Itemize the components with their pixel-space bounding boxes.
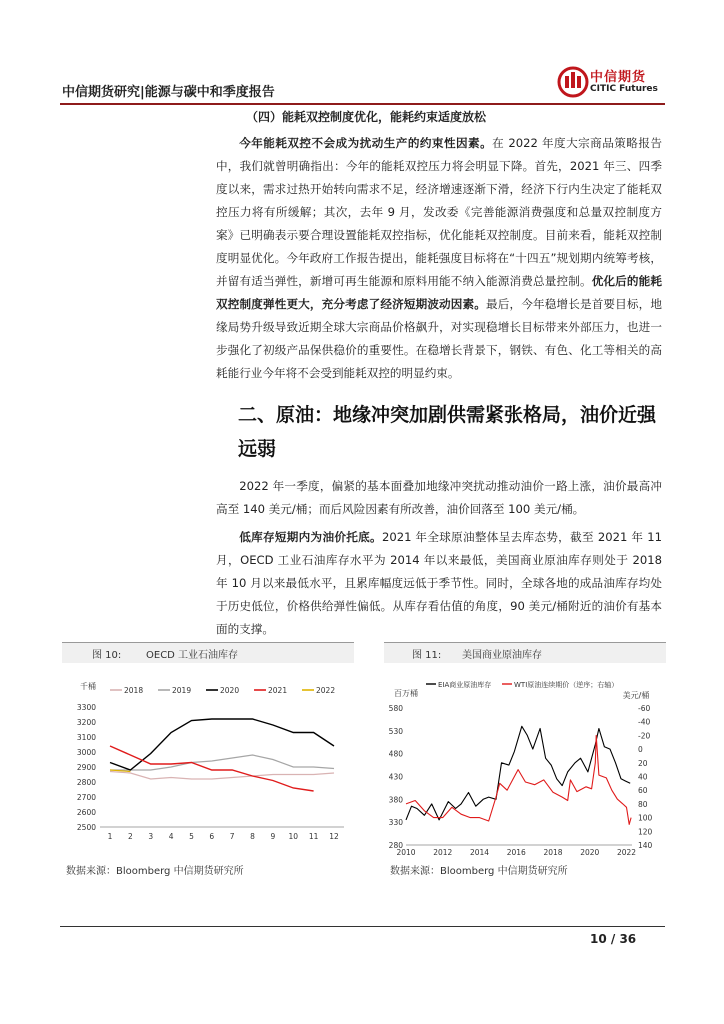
fig11-source: 数据来源：Bloomberg 中信期货研究所: [390, 866, 568, 877]
header-divider: [60, 103, 665, 105]
para-text-3: 2022 年一季度，偏紧的基本面叠加地缘冲突扰动推动油价一路上涨，油价最高冲高至 140 美元/桶；而后风险因素有所改善，油价回落至 100 美元/桶。: [216, 479, 662, 516]
y-right-tick-label: 120: [638, 827, 653, 837]
y-right-tick-label: 80: [638, 799, 648, 809]
y-right-tick-label: 60: [638, 786, 648, 796]
para-text-1: 在 2022 年度大宗商品策略报告中，我们就曾明确指出：今年的能耗双控压力将会明显下降。首先，2021 年三、四季度以来，需求过热开始转向需求不足，经济增速逐渐下滑，经济下行内生决定了能耗双控压力将有所缓解；其次，去年 9 月，发改委《完善能源消费强度和总量双控制度方案》已明确表示要合理设置能耗双控指标，优化能耗双控制度。目前来看，能耗双控制度明显优化。今年政府工作报告提出，能耗强度目标将在“十四五”规划期内统筹考核，并留有适当弹性，新增可再生能源和原料用能不纳入能源消费总量控制。: [216, 136, 662, 288]
y-right-tick-label: -40: [638, 717, 651, 727]
y-tick-label: 2800: [76, 778, 96, 787]
section-subheading: （四）能耗双控制度优化，能耗约束适度放松: [246, 110, 487, 124]
x-tick-label: 2012: [433, 848, 453, 857]
x-tick-label: 6: [209, 832, 215, 841]
y-tick-label: 3000: [76, 748, 96, 757]
y-tick-label: 2700: [76, 793, 96, 802]
y-right-tick-label: 20: [638, 758, 648, 768]
legend-label: EIA商业原油库存: [438, 681, 492, 689]
x-tick-label: 8: [250, 832, 255, 841]
section2-paragraph-1: [216, 475, 662, 521]
legend-label: 2019: [172, 686, 192, 695]
x-tick-label: 2018: [543, 848, 563, 857]
y-left-tick-label: 530: [388, 726, 403, 736]
report-title: 中信期货研究|能源与碳中和季度报告: [62, 85, 275, 100]
section-title: 二、原油：地缘冲突加剧供需紧张格局，油价近强远弱: [238, 404, 657, 460]
x-tick-label: 2016: [506, 848, 526, 857]
x-tick-label: 3: [148, 832, 154, 841]
x-tick-label: 5: [189, 832, 194, 841]
y-right-tick-label: -60: [638, 704, 651, 713]
fig10-label: 图 10:: [92, 650, 122, 661]
y-tick-label: 3100: [76, 733, 96, 742]
y-tick-label: 2600: [76, 808, 96, 817]
legend-label: 2022: [316, 686, 336, 695]
y-right-tick-label: 100: [638, 813, 653, 823]
x-tick-label: 2010: [396, 848, 416, 857]
y-left-tick-label: 330: [388, 818, 403, 828]
logo-cn-text: 中信期货: [590, 70, 647, 85]
x-tick-label: 10: [288, 832, 299, 841]
fig10-source: 数据来源：Bloomberg 中信期货研究所: [66, 866, 244, 877]
y-left-tick-label: 280: [388, 841, 403, 850]
y-left-tick-label: 430: [388, 772, 403, 782]
logo-en-text: CITIC Futures: [590, 84, 658, 94]
series-line-2021: [110, 746, 314, 791]
x-tick-label: 2014: [469, 848, 490, 857]
oecd-inventory-chart: [62, 672, 354, 852]
y-left-tick-label: 380: [388, 795, 403, 805]
legend-label: 2021: [268, 686, 288, 695]
fig10-title: OECD 工业石油库存: [146, 650, 239, 661]
y-tick-label: 3200: [76, 718, 96, 727]
section4-paragraph: [216, 132, 662, 385]
y-tick-label: 3300: [76, 703, 96, 712]
y-right-tick-label: 0: [638, 745, 643, 755]
para-text-4: 2021 年全球原油整体呈去库态势，截至 2021 年 11 月，OECD 工业石油库存水平为 2014 年以来最低，美国商业原油库存则处于 2018 年 10 月以来最低水平，且累库幅度远低于季节性。同时，全球各地的成品油库存均处于历史低位，价格供给弹性偏低。从库存看估值的角度，90 美元/桶附近的油价有基本面的支撑。: [216, 530, 662, 636]
x-tick-label: 12: [329, 832, 339, 841]
fig11-left-unit: 百万桶: [394, 689, 418, 698]
legend-label: 2020: [220, 686, 240, 695]
series-line-2020: [110, 719, 334, 770]
fig11-title: 美国商业原油库存: [462, 650, 542, 661]
y-right-tick-label: 140: [638, 841, 653, 850]
x-tick-label: 2022: [616, 848, 637, 857]
x-tick-label: 7: [229, 832, 235, 841]
x-tick-label: 9: [270, 832, 276, 841]
y-right-tick-label: -20: [638, 731, 651, 741]
y-left-tick-label: 580: [388, 704, 403, 713]
x-tick-label: 2020: [580, 848, 600, 857]
x-tick-label: 4: [168, 832, 174, 841]
x-tick-label: 11: [308, 832, 319, 841]
section2-paragraph-2: [216, 526, 662, 641]
bold-lead-3: 低库存短期内为油价托底。: [239, 530, 382, 544]
y-tick-label: 2900: [76, 763, 96, 772]
y-right-tick-label: 40: [638, 772, 648, 782]
y-tick-label: 2500: [76, 823, 96, 832]
wti-price-line: [406, 735, 631, 824]
series-line-2019: [110, 755, 334, 770]
legend-label: WTI原油连续期价（逆序；右轴）: [514, 681, 619, 689]
y-left-tick-label: 480: [388, 749, 403, 759]
legend-label: 2018: [124, 686, 144, 695]
us-crude-inventory-chart: [384, 672, 666, 860]
series-line-2018: [110, 772, 334, 780]
footer-divider: [60, 926, 665, 927]
bold-lead-2: 优化后的能耗双控制度弹性更大，充分考虑了经济短期波动因素。: [216, 274, 662, 311]
page-number: 10 / 36: [590, 932, 637, 946]
bold-lead-1: 今年能耗双控不会成为扰动生产的约束性因素。: [239, 136, 493, 150]
x-tick-label: 1: [107, 832, 113, 841]
fig11-right-unit: 美元/桶: [622, 691, 650, 700]
fig11-label: 图 11:: [412, 650, 442, 661]
x-tick-label: 2: [127, 832, 133, 841]
fig10-unit: 千桶: [80, 682, 96, 691]
para-text-2: 最后，今年稳增长是首要目标，地缘局势升级导致近期全球大宗商品价格飙升，对实现稳增长目标带来外部压力，也进一步强化了初级产品保供稳价的重要性。在稳增长背景下，钢铁、有色、化工等相关的高耗能行业今年将不会受到能耗双控的明显约束。: [216, 297, 662, 380]
